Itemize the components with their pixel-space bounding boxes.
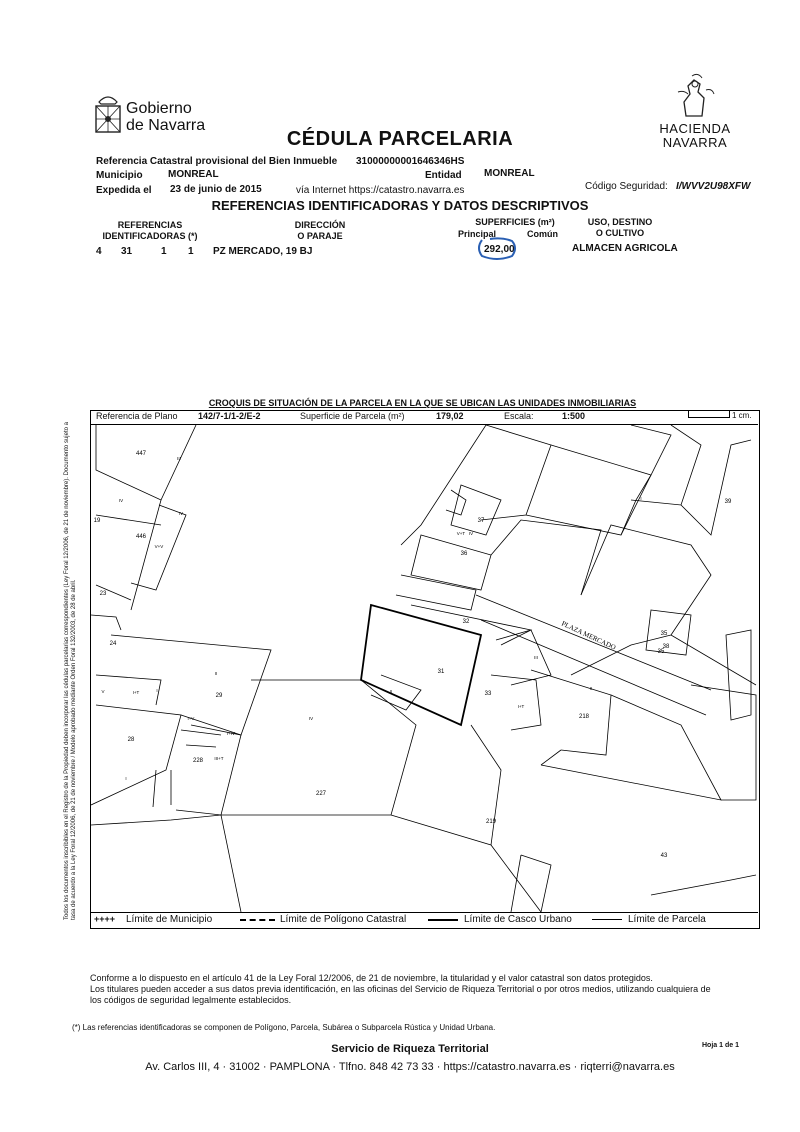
plano-label: Referencia de Plano [96,411,178,421]
col-uso-header [570,217,670,239]
unit-label: I+T [132,690,140,695]
parcel-number-label: 37 [477,518,485,524]
footnote: (*) Las referencias identificadoras se componen de Polígono, Parcela, Subárea o Subparcela Rústica y Unidad Urbana. [72,1023,496,1032]
unit-label: II [589,686,593,691]
street-label: PLAZA MERCADO [560,619,617,652]
escala-value: 1:500 [562,411,586,421]
legend-parcela-label: Límite de Parcela [628,914,706,925]
col-uso-line-2: O CULTIVO [595,228,645,238]
uso-value: ALMACEN AGRICOLA [572,243,678,254]
unit-label: V [101,689,105,694]
parcel-number-label: 219 [485,819,497,825]
hacienda-emblem-icon [668,72,718,120]
col-superficies-header [460,217,570,228]
hacienda-line-1: HACIENDA [659,121,731,136]
scale-bar [688,410,730,418]
map-legend [90,912,758,927]
entidad-label: Entidad [425,170,462,181]
parcel-number-label: 228 [192,758,204,764]
ref-subarea: 1 [161,246,167,257]
parcel-number-label: 39 [724,499,732,505]
unit-label: IV [468,531,474,536]
legend-poligono-symbol [240,919,275,921]
expedida-value: 23 de junio de 2015 [170,184,262,195]
parcel-number-label: 218 [578,714,590,720]
hacienda-name [630,122,760,150]
legal-notes [90,973,720,1006]
entidad-value: MONREAL [484,168,535,179]
note-paragraph-2: Los titulares pueden acceder a sus datos previa identificación, en las oficinas del Servicio de Riqueza Territorial o por otros medios, utilizando cualquiera de los códigos de seguridad legalmente establecidos. [90,984,711,1005]
col-ref-line-1: REFERENCIAS [117,220,183,230]
parcel-number-label: 31 [437,669,445,675]
col-ref-line-2: IDENTIFICADORAS (*) [102,231,198,241]
parcel-number-label: 38 [662,644,670,650]
parcel-number-label: 446 [135,534,147,540]
parcel-number-label: 43 [660,853,668,859]
superficie-principal-value: 292,00 [484,244,515,255]
gov-line-2: de Navarra [126,117,206,134]
unit-label: I+T [517,704,525,709]
unit-label: III [534,655,538,660]
parcel-number-label: 35 [657,649,665,655]
municipio-label: Municipio [96,170,143,181]
legend-poligono-label: Límite de Polígono Catastral [280,914,407,925]
gov-line-1: Gobierno [126,100,192,117]
unit-label: II [214,671,218,676]
footer-address: Av. Carlos III, 4 · 31002 · PAMPLONA · Tlfno. 848 42 73 33 · https://catastro.navarra.es · riqterri@navarra.es [145,1061,675,1073]
parcel-number-label: 227 [315,791,327,797]
scale-bar-label: 1 cm. [732,411,752,420]
col-principal-header: Principal [458,229,497,239]
unit-label: V+V [154,544,164,549]
legend-casco-symbol [428,919,458,921]
superficie-parcela-label: Superficie de Parcela (m²) [300,411,405,421]
unit-label: IV [178,511,184,516]
croquis-title: CROQUIS DE SITUACIÓN DE LA PARCELA EN LA QUE SE UBICAN LAS UNIDADES INMOBILIARIAS [208,398,637,408]
unit-label: III+T [214,756,224,761]
parcel-number-label: 24 [109,641,117,647]
unit-label: I [125,776,127,781]
unit-label: IV [118,498,124,503]
parcel-number-label: 447 [135,451,147,457]
servicio-name: Servicio de Riqueza Territorial [331,1043,489,1055]
parcel-number-label: 35 [660,631,668,637]
escala-label: Escala: [504,411,534,421]
legend-municipio-label: Límite de Municipio [126,914,213,925]
legend-parcela-symbol [592,919,622,920]
ref-catastral-value: 3100000000164634​6HS [356,156,465,167]
parcel-number-label: 36 [460,551,468,557]
document-title: CÉDULA PARCELARIA [286,128,514,150]
parcel-number-label: 19 [93,518,101,524]
unit-label: I+V [187,716,195,721]
hacienda-line-2: NAVARRA [662,135,728,150]
section-title: REFERENCIAS IDENTIFICADORAS Y DATOS DESCRIPTIVOS [211,198,589,213]
unit-label: I [156,688,158,693]
superficie-parcela-value: 179,02 [436,411,464,421]
col-uso-line-1: USO, DESTINO [587,217,653,227]
unit-label: III [177,456,181,461]
unit-label: V+T [456,531,466,536]
col-dir-line-1: DIRECCIÓN [294,220,346,230]
parcel-number-label: 32 [462,619,470,625]
codigo-seguridad-label: Código Seguridad: [585,181,668,192]
legend-municipio-symbol: ++++ [94,914,116,924]
page-number: Hoja 1 de 1 [702,1042,739,1049]
unit-label: I+IV [226,731,236,736]
codigo-seguridad-value: I/WVV2U98XFW [676,181,751,192]
ref-poligono: 4 [96,246,102,257]
ref-catastral-label: Referencia Catastral provisional del Bien Inmueble [96,156,338,167]
direccion-value: PZ MERCADO, 19 BJ [213,246,313,257]
expedida-label: Expedida el [96,185,152,196]
parcel-number-label: 33 [484,691,492,697]
col-sup-line-1: SUPERFICIES (m²) [475,217,555,227]
legal-side-note: Todos los documentos inscribibles en el Registro de la Propiedad deben incorporar las cédulas parcelarias correspondientes (Ley Foral 12/2006, de 21 de noviembre). Documento sujeto a tasa de acuerdo a la Ley Foral 12/2006, de 21 de noviembre / Modelo aprobado mediante Orden Foral 132/2003, de 28 de abril. [64,422,77,920]
cadastral-map [91,425,757,912]
unit-label: II [389,689,393,694]
municipio-value: MONREAL [168,169,219,180]
col-comun-header: Común [527,229,558,239]
col-referencias-header [100,220,200,242]
legend-casco-label: Límite de Casco Urbano [464,914,572,925]
plano-value: 142/7-1/1-2/E-2 [198,411,261,421]
note-paragraph-1: Conforme a lo dispuesto en el artículo 41 de la Ley Foral 12/2006, de 21 de noviembre, la titularidad y el valor catastral son datos protegidos. [90,973,653,983]
via-internet-text: vía Internet https://catastro.navarra.es [296,185,465,196]
col-direccion-header [270,220,370,242]
highlight-circle-icon [474,234,520,262]
parcel-number-label: 29 [215,693,223,699]
map-info-bar [90,410,758,425]
ref-parcela: 31 [121,246,133,257]
ref-unidad: 1 [188,246,194,257]
unit-label: I [640,496,642,501]
col-dir-line-2: O PARAJE [297,231,343,241]
parcel-number-label: 23 [99,591,107,597]
parcel-number-label: 28 [127,737,135,743]
unit-label: IV [308,716,314,721]
